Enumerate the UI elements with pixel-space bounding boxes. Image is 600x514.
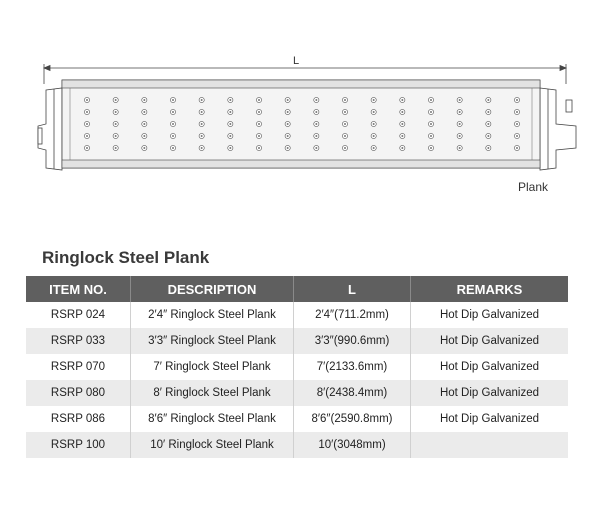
perforation-hole-center [516,123,518,125]
perforation-hole-center [115,111,117,113]
table-row [26,406,568,432]
table-row [26,302,568,328]
perforation-hole-center [172,99,174,101]
perforation-hole-center [258,135,260,137]
section-title: Ringlock Steel Plank [42,248,210,267]
perforation-hole-center [401,111,403,113]
perforation-hole-center [516,99,518,101]
perforation-hole-center [344,123,346,125]
perforation-hole-center [516,147,518,149]
table-header-row [26,276,568,302]
dimension-label: L [292,55,300,67]
table-row [26,354,568,380]
perforation-hole-center [373,135,375,137]
cell-item-no: RSRP 024 [26,302,131,328]
perforation-hole-center [487,135,489,137]
perforation-hole-center [459,147,461,149]
perforation-hole-center [315,99,317,101]
perforation-hole-center [287,135,289,137]
perforation-hole-center [143,123,145,125]
cell-description: 7′ Ringlock Steel Plank [131,354,294,380]
spec-table [26,276,568,458]
cell-description: 3′3″ Ringlock Steel Plank [131,328,294,354]
cell-item-no: RSRP 033 [26,328,131,354]
cell-length: 8′(2438.4mm) [294,380,411,406]
perforation-hole-center [401,99,403,101]
cell-length: 10′(3048mm) [294,432,411,458]
perforation-hole-center [373,111,375,113]
plank-body [62,80,540,168]
cell-description: 2′4″ Ringlock Steel Plank [131,302,294,328]
table-row [26,328,568,354]
perforation-hole-center [115,135,117,137]
perforation-hole-center [373,147,375,149]
perforation-hole-center [287,99,289,101]
cell-remarks: Hot Dip Galvanized [411,380,569,406]
cell-description: 8′6″ Ringlock Steel Plank [131,406,294,432]
cell-description: 8′ Ringlock Steel Plank [131,380,294,406]
perforation-hole-center [143,111,145,113]
perforation-hole-center [115,147,117,149]
perforation-hole-center [229,123,231,125]
cell-item-no: RSRP 100 [26,432,131,458]
cell-remarks: Hot Dip Galvanized [411,354,569,380]
cell-description: 10′ Ringlock Steel Plank [131,432,294,458]
perforation-hole-center [258,99,260,101]
perforation-hole-center [201,111,203,113]
header-item-no: ITEM NO. [26,276,131,302]
perforation-hole-center [344,135,346,137]
perforation-hole-center [229,99,231,101]
perforation-hole-center [315,111,317,113]
cell-length: 8′6″(2590.8mm) [294,406,411,432]
perforation-hole-center [430,99,432,101]
header-length: L [294,276,411,302]
cell-remarks: Hot Dip Galvanized [411,406,569,432]
perforation-hole-center [115,99,117,101]
perforation-hole-center [201,123,203,125]
plank-caption: Plank [518,180,549,194]
perforation-hole-center [172,111,174,113]
perforation-hole-center [143,147,145,149]
perforation-hole-center [258,123,260,125]
perforation-hole-center [201,135,203,137]
perforation-hole-center [172,147,174,149]
perforation-hole-center [229,111,231,113]
perforation-hole-center [430,123,432,125]
perforation-hole-center [143,135,145,137]
perforation-hole-center [258,111,260,113]
perforation-hole-center [430,135,432,137]
perforation-hole-center [459,111,461,113]
header-description: DESCRIPTION [131,276,294,302]
perforation-hole-center [172,135,174,137]
perforation-hole-center [287,111,289,113]
perforation-hole-center [401,123,403,125]
perforation-hole-center [401,135,403,137]
cell-length: 3′3″(990.6mm) [294,328,411,354]
perforation-hole-center [344,111,346,113]
perforation-hole-center [430,147,432,149]
perforation-hole-center [86,135,88,137]
perforation-hole-center [86,111,88,113]
perforation-hole-center [229,147,231,149]
perforation-hole-center [487,99,489,101]
perforation-hole-center [86,147,88,149]
cell-remarks: Hot Dip Galvanized [411,302,569,328]
cell-length: 2′4″(711.2mm) [294,302,411,328]
perforation-hole-center [487,123,489,125]
perforation-hole-center [516,111,518,113]
perforation-hole-center [459,123,461,125]
perforation-hole-center [459,99,461,101]
perforation-hole-center [315,135,317,137]
perforation-hole-center [229,135,231,137]
cell-length: 7′(2133.6mm) [294,354,411,380]
perforation-hole-center [344,99,346,101]
perforation-hole-center [373,99,375,101]
table-row [26,432,568,458]
cell-remarks: Hot Dip Galvanized [411,328,569,354]
perforation-hole-center [430,111,432,113]
header-remarks: REMARKS [411,276,569,302]
perforation-hole-center [487,147,489,149]
perforation-hole-center [115,123,117,125]
perforation-hole-center [172,123,174,125]
left-end-hook [38,88,62,170]
perforation-hole-center [373,123,375,125]
cell-item-no: RSRP 080 [26,380,131,406]
perforation-hole-center [201,147,203,149]
perforation-hole-center [487,111,489,113]
perforation-hole-center [258,147,260,149]
perforation-hole-center [344,147,346,149]
perforation-hole-center [459,135,461,137]
right-end-hook [540,88,576,170]
perforation-hole-center [315,123,317,125]
cell-item-no: RSRP 086 [26,406,131,432]
perforation-hole-center [516,135,518,137]
perforation-hole-center [143,99,145,101]
perforation-hole-center [401,147,403,149]
perforation-hole-center [315,147,317,149]
cell-item-no: RSRP 070 [26,354,131,380]
table-row [26,380,568,406]
perforation-hole-center [201,99,203,101]
perforation-hole-center [86,99,88,101]
perforation-hole-center [287,123,289,125]
plank-drawing [0,0,600,200]
perforation-hole-center [86,123,88,125]
cell-remarks [411,432,569,458]
perforation-hole-center [287,147,289,149]
